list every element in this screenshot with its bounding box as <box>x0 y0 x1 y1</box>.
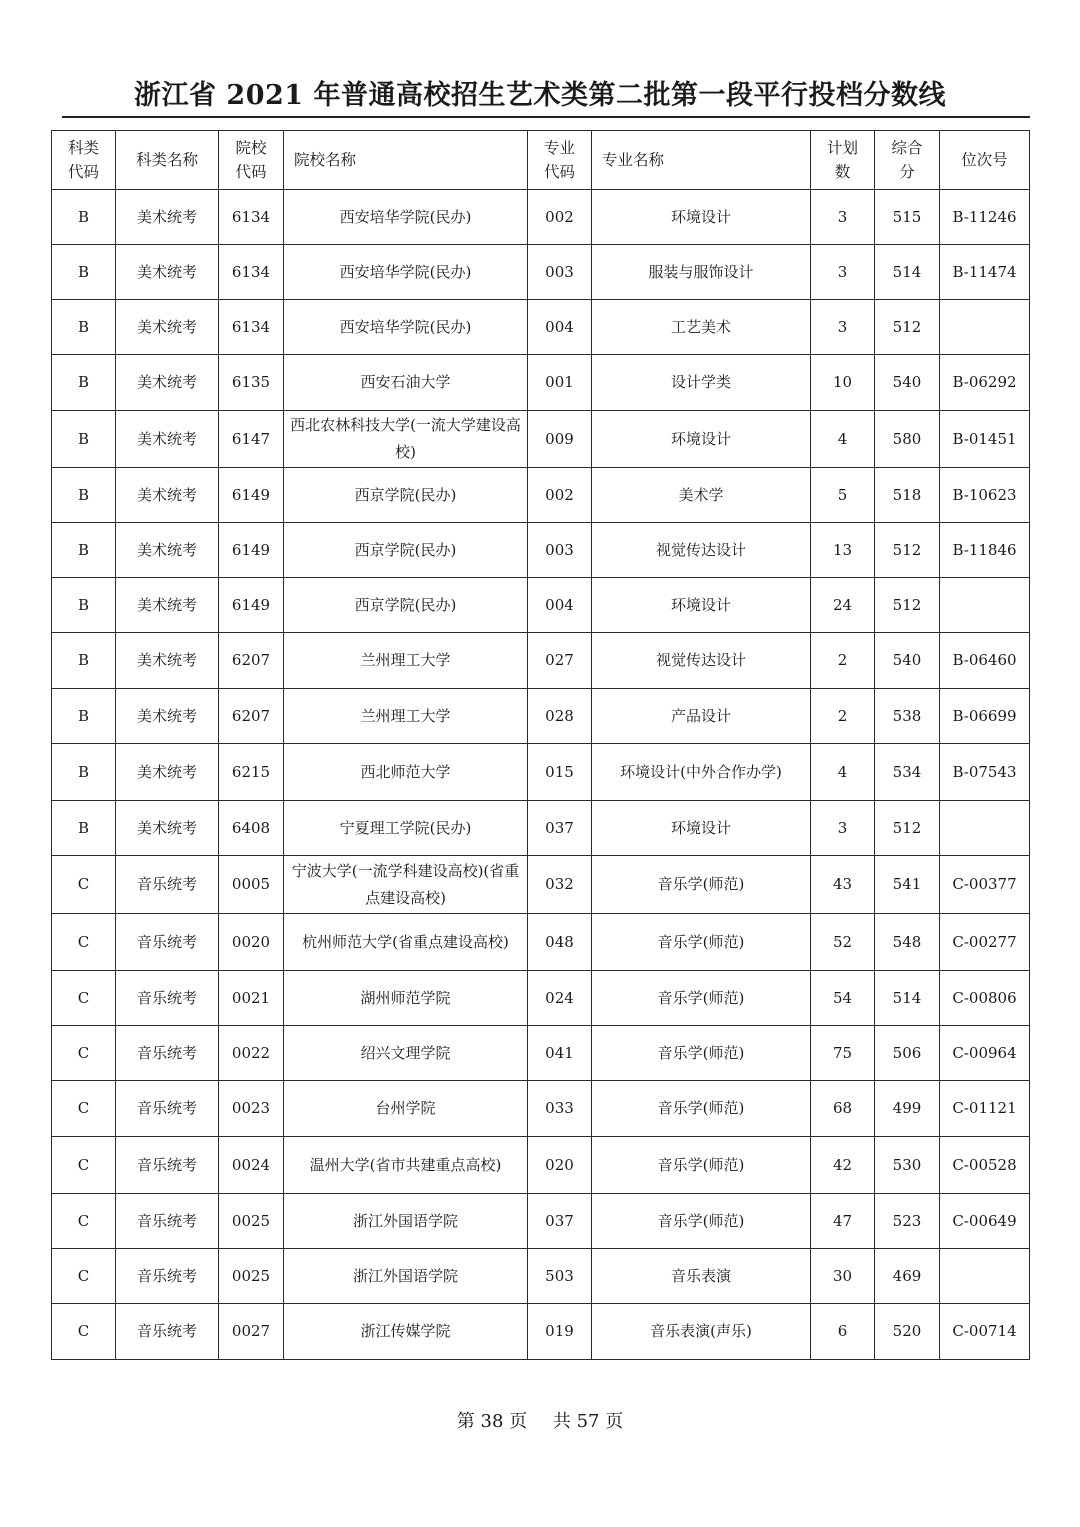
cell-school-code: 6207 <box>219 689 284 744</box>
page-number-total: 共 57 页 <box>552 1411 624 1432</box>
cell-major-code: 037 <box>528 1194 592 1249</box>
cell-rank: C-00964 <box>940 1026 1030 1081</box>
cell-plan-count: 2 <box>811 689 875 744</box>
cell-subject-name: 美术统考 <box>116 801 219 856</box>
cell-school-name: 西北农林科技大学(一流大学建设高校) <box>284 411 528 468</box>
table-row <box>52 1194 1030 1249</box>
admission-score-table <box>51 130 1030 1360</box>
cell-major-code: 004 <box>528 578 592 633</box>
header-subject-name: 科类名称 <box>116 131 219 190</box>
cell-plan-count: 3 <box>811 190 875 245</box>
cell-subject-code: B <box>52 245 116 300</box>
cell-subject-name: 音乐统考 <box>116 1304 219 1360</box>
cell-major-name: 音乐学(师范) <box>592 1194 811 1249</box>
table-row <box>52 971 1030 1026</box>
cell-major-name: 音乐学(师范) <box>592 856 811 914</box>
cell-score: 506 <box>875 1026 940 1081</box>
cell-plan-count: 30 <box>811 1249 875 1304</box>
header-rank: 位次号 <box>940 131 1030 190</box>
table-row <box>52 523 1030 578</box>
cell-major-code: 019 <box>528 1304 592 1360</box>
cell-score: 538 <box>875 689 940 744</box>
cell-rank <box>940 801 1030 856</box>
cell-subject-code: C <box>52 1137 116 1194</box>
table-row <box>52 355 1030 411</box>
cell-subject-code: B <box>52 633 116 689</box>
cell-plan-count: 24 <box>811 578 875 633</box>
cell-subject-code: B <box>52 578 116 633</box>
cell-school-code: 0022 <box>219 1026 284 1081</box>
header-subject-code-line2: 代码 <box>67 163 99 181</box>
cell-major-name: 音乐学(师范) <box>592 1081 811 1137</box>
cell-major-code: 002 <box>528 190 592 245</box>
cell-subject-name: 音乐统考 <box>116 914 219 971</box>
cell-school-name: 台州学院 <box>284 1081 528 1137</box>
cell-score: 514 <box>875 971 940 1026</box>
cell-major-code: 027 <box>528 633 592 689</box>
cell-subject-code: C <box>52 1194 116 1249</box>
cell-school-code: 6135 <box>219 355 284 411</box>
cell-school-name: 西安石油大学 <box>284 355 528 411</box>
cell-plan-count: 54 <box>811 971 875 1026</box>
cell-major-code: 037 <box>528 801 592 856</box>
table-row <box>52 468 1030 523</box>
cell-subject-code: C <box>52 1249 116 1304</box>
cell-school-name: 西京学院(民办) <box>284 468 528 523</box>
cell-school-code: 0024 <box>219 1137 284 1194</box>
header-score <box>875 131 940 190</box>
cell-rank: C-00377 <box>940 856 1030 914</box>
cell-score: 540 <box>875 633 940 689</box>
cell-school-name: 温州大学(省市共建重点高校) <box>284 1137 528 1194</box>
header-major-code-line1: 专业 <box>543 139 575 157</box>
cell-major-name: 音乐表演 <box>592 1249 811 1304</box>
cell-rank: C-00528 <box>940 1137 1030 1194</box>
cell-rank: B-06292 <box>940 355 1030 411</box>
cell-subject-name: 美术统考 <box>116 190 219 245</box>
page-title: 浙江省 2021 年普通高校招生艺术类第二批第一段平行投档分数线 <box>134 80 946 111</box>
table-row <box>52 801 1030 856</box>
cell-rank: C-00806 <box>940 971 1030 1026</box>
cell-plan-count: 4 <box>811 411 875 468</box>
cell-major-name: 环境设计 <box>592 578 811 633</box>
cell-plan-count: 13 <box>811 523 875 578</box>
cell-subject-code: C <box>52 1304 116 1360</box>
cell-major-code: 033 <box>528 1081 592 1137</box>
cell-score: 499 <box>875 1081 940 1137</box>
cell-major-code: 041 <box>528 1026 592 1081</box>
cell-school-name: 绍兴文理学院 <box>284 1026 528 1081</box>
cell-plan-count: 3 <box>811 245 875 300</box>
table-row <box>52 744 1030 801</box>
cell-score: 518 <box>875 468 940 523</box>
table-header-row <box>52 131 1030 190</box>
header-school-code-line2: 代码 <box>235 163 267 181</box>
cell-school-code: 6149 <box>219 468 284 523</box>
cell-school-code: 0027 <box>219 1304 284 1360</box>
cell-major-name: 产品设计 <box>592 689 811 744</box>
cell-subject-name: 音乐统考 <box>116 1137 219 1194</box>
cell-major-code: 009 <box>528 411 592 468</box>
cell-school-name: 兰州理工大学 <box>284 689 528 744</box>
cell-school-name: 浙江外国语学院 <box>284 1249 528 1304</box>
cell-plan-count: 2 <box>811 633 875 689</box>
cell-subject-name: 美术统考 <box>116 468 219 523</box>
cell-score: 523 <box>875 1194 940 1249</box>
cell-school-name: 浙江传媒学院 <box>284 1304 528 1360</box>
cell-score: 514 <box>875 245 940 300</box>
cell-rank: B-06460 <box>940 633 1030 689</box>
cell-major-name: 音乐学(师范) <box>592 914 811 971</box>
cell-subject-code: C <box>52 1026 116 1081</box>
cell-subject-name: 美术统考 <box>116 245 219 300</box>
cell-plan-count: 3 <box>811 801 875 856</box>
cell-rank: C-01121 <box>940 1081 1030 1137</box>
cell-school-name: 兰州理工大学 <box>284 633 528 689</box>
cell-rank: B-06699 <box>940 689 1030 744</box>
cell-plan-count: 5 <box>811 468 875 523</box>
cell-school-name: 杭州师范大学(省重点建设高校) <box>284 914 528 971</box>
cell-subject-name: 音乐统考 <box>116 1194 219 1249</box>
cell-school-code: 0020 <box>219 914 284 971</box>
cell-subject-code: B <box>52 190 116 245</box>
cell-major-name: 服装与服饰设计 <box>592 245 811 300</box>
cell-school-code: 6207 <box>219 633 284 689</box>
cell-subject-name: 美术统考 <box>116 411 219 468</box>
cell-school-name: 西京学院(民办) <box>284 523 528 578</box>
cell-rank: C-00714 <box>940 1304 1030 1360</box>
cell-subject-code: B <box>52 689 116 744</box>
cell-major-code: 032 <box>528 856 592 914</box>
cell-plan-count: 4 <box>811 744 875 801</box>
cell-subject-name: 美术统考 <box>116 633 219 689</box>
cell-school-code: 6134 <box>219 300 284 355</box>
cell-school-name: 宁夏理工学院(民办) <box>284 801 528 856</box>
cell-school-name: 西安培华学院(民办) <box>284 190 528 245</box>
cell-score: 541 <box>875 856 940 914</box>
cell-score: 469 <box>875 1249 940 1304</box>
cell-subject-code: B <box>52 523 116 578</box>
cell-school-name: 宁波大学(一流学科建设高校)(省重点建设高校) <box>284 856 528 914</box>
cell-school-code: 6149 <box>219 523 284 578</box>
cell-plan-count: 10 <box>811 355 875 411</box>
cell-school-code: 0023 <box>219 1081 284 1137</box>
cell-score: 520 <box>875 1304 940 1360</box>
cell-school-code: 6149 <box>219 578 284 633</box>
cell-subject-name: 美术统考 <box>116 523 219 578</box>
cell-subject-code: B <box>52 411 116 468</box>
cell-plan-count: 52 <box>811 914 875 971</box>
cell-score: 534 <box>875 744 940 801</box>
cell-major-name: 环境设计(中外合作办学) <box>592 744 811 801</box>
cell-score: 515 <box>875 190 940 245</box>
cell-subject-code: C <box>52 1081 116 1137</box>
cell-plan-count: 75 <box>811 1026 875 1081</box>
header-plan-count <box>811 131 875 190</box>
cell-major-name: 音乐表演(声乐) <box>592 1304 811 1360</box>
header-score-line1: 综合 <box>891 139 923 157</box>
cell-rank <box>940 300 1030 355</box>
header-subject-code <box>52 131 116 190</box>
cell-major-code: 048 <box>528 914 592 971</box>
cell-subject-name: 美术统考 <box>116 578 219 633</box>
cell-rank: B-11474 <box>940 245 1030 300</box>
cell-subject-code: B <box>52 355 116 411</box>
cell-score: 548 <box>875 914 940 971</box>
cell-score: 540 <box>875 355 940 411</box>
cell-rank <box>940 578 1030 633</box>
header-school-code-line1: 院校 <box>235 139 267 157</box>
cell-major-code: 503 <box>528 1249 592 1304</box>
table-row <box>52 1081 1030 1137</box>
cell-major-code: 003 <box>528 523 592 578</box>
cell-major-code: 004 <box>528 300 592 355</box>
cell-plan-count: 42 <box>811 1137 875 1194</box>
cell-major-name: 音乐学(师范) <box>592 971 811 1026</box>
title-underline <box>62 116 1030 118</box>
cell-major-code: 024 <box>528 971 592 1026</box>
cell-score: 512 <box>875 801 940 856</box>
cell-subject-name: 美术统考 <box>116 689 219 744</box>
cell-subject-code: B <box>52 300 116 355</box>
table-row <box>52 914 1030 971</box>
cell-major-code: 028 <box>528 689 592 744</box>
header-plan-count-line2: 数 <box>834 163 851 181</box>
table-row <box>52 578 1030 633</box>
header-major-name: 专业名称 <box>592 131 811 190</box>
cell-school-code: 6134 <box>219 190 284 245</box>
header-major-code-line2: 代码 <box>543 163 575 181</box>
cell-score: 512 <box>875 523 940 578</box>
page-number-current: 第 38 页 <box>456 1411 528 1432</box>
table-body <box>52 190 1030 1360</box>
cell-plan-count: 3 <box>811 300 875 355</box>
cell-school-code: 0025 <box>219 1249 284 1304</box>
cell-rank: B-10623 <box>940 468 1030 523</box>
cell-school-code: 0005 <box>219 856 284 914</box>
table-row <box>52 856 1030 914</box>
header-score-line2: 分 <box>899 163 915 181</box>
cell-school-code: 6408 <box>219 801 284 856</box>
cell-subject-code: B <box>52 744 116 801</box>
cell-rank <box>940 1249 1030 1304</box>
cell-subject-name: 音乐统考 <box>116 1026 219 1081</box>
cell-plan-count: 43 <box>811 856 875 914</box>
cell-subject-code: B <box>52 801 116 856</box>
cell-school-name: 西北师范大学 <box>284 744 528 801</box>
cell-subject-name: 音乐统考 <box>116 1081 219 1137</box>
cell-subject-code: C <box>52 971 116 1026</box>
table-row <box>52 689 1030 744</box>
header-plan-count-line1: 计划 <box>826 139 858 157</box>
cell-score: 512 <box>875 578 940 633</box>
cell-school-name: 西安培华学院(民办) <box>284 300 528 355</box>
cell-score: 512 <box>875 300 940 355</box>
cell-subject-code: C <box>52 914 116 971</box>
cell-subject-code: B <box>52 468 116 523</box>
cell-rank: B-07543 <box>940 744 1030 801</box>
cell-rank: B-11246 <box>940 190 1030 245</box>
header-major-code <box>528 131 592 190</box>
cell-subject-name: 美术统考 <box>116 300 219 355</box>
table-row <box>52 1137 1030 1194</box>
cell-school-code: 0021 <box>219 971 284 1026</box>
cell-plan-count: 6 <box>811 1304 875 1360</box>
table-row <box>52 300 1030 355</box>
cell-school-name: 西京学院(民办) <box>284 578 528 633</box>
cell-major-name: 音乐学(师范) <box>592 1137 811 1194</box>
cell-major-name: 工艺美术 <box>592 300 811 355</box>
cell-major-code: 002 <box>528 468 592 523</box>
cell-rank: C-00277 <box>940 914 1030 971</box>
cell-major-name: 环境设计 <box>592 801 811 856</box>
cell-major-name: 设计学类 <box>592 355 811 411</box>
cell-rank: B-01451 <box>940 411 1030 468</box>
table-row <box>52 190 1030 245</box>
cell-subject-name: 美术统考 <box>116 355 219 411</box>
table-row <box>52 245 1030 300</box>
cell-subject-code: C <box>52 856 116 914</box>
cell-score: 580 <box>875 411 940 468</box>
table-row <box>52 633 1030 689</box>
table-row <box>52 1249 1030 1304</box>
cell-plan-count: 68 <box>811 1081 875 1137</box>
cell-school-name: 浙江外国语学院 <box>284 1194 528 1249</box>
cell-major-code: 015 <box>528 744 592 801</box>
cell-school-name: 西安培华学院(民办) <box>284 245 528 300</box>
cell-major-name: 音乐学(师范) <box>592 1026 811 1081</box>
page-footer <box>0 1408 1080 1436</box>
header-school-code <box>219 131 284 190</box>
cell-major-name: 环境设计 <box>592 411 811 468</box>
cell-rank: B-11846 <box>940 523 1030 578</box>
header-school-name: 院校名称 <box>284 131 528 190</box>
cell-school-code: 6215 <box>219 744 284 801</box>
cell-major-name: 视觉传达设计 <box>592 523 811 578</box>
cell-school-code: 6147 <box>219 411 284 468</box>
cell-major-name: 视觉传达设计 <box>592 633 811 689</box>
header-subject-code-line1: 科类 <box>67 139 99 157</box>
cell-school-code: 6134 <box>219 245 284 300</box>
table-row <box>52 411 1030 468</box>
cell-rank: C-00649 <box>940 1194 1030 1249</box>
cell-plan-count: 47 <box>811 1194 875 1249</box>
cell-major-code: 020 <box>528 1137 592 1194</box>
table-row <box>52 1304 1030 1360</box>
cell-subject-name: 音乐统考 <box>116 1249 219 1304</box>
cell-score: 530 <box>875 1137 940 1194</box>
cell-subject-name: 音乐统考 <box>116 856 219 914</box>
cell-major-name: 环境设计 <box>592 190 811 245</box>
cell-school-name: 湖州师范学院 <box>284 971 528 1026</box>
cell-major-code: 001 <box>528 355 592 411</box>
cell-school-code: 0025 <box>219 1194 284 1249</box>
cell-major-code: 003 <box>528 245 592 300</box>
cell-major-name: 美术学 <box>592 468 811 523</box>
cell-subject-name: 美术统考 <box>116 744 219 801</box>
table-row <box>52 1026 1030 1081</box>
cell-subject-name: 音乐统考 <box>116 971 219 1026</box>
